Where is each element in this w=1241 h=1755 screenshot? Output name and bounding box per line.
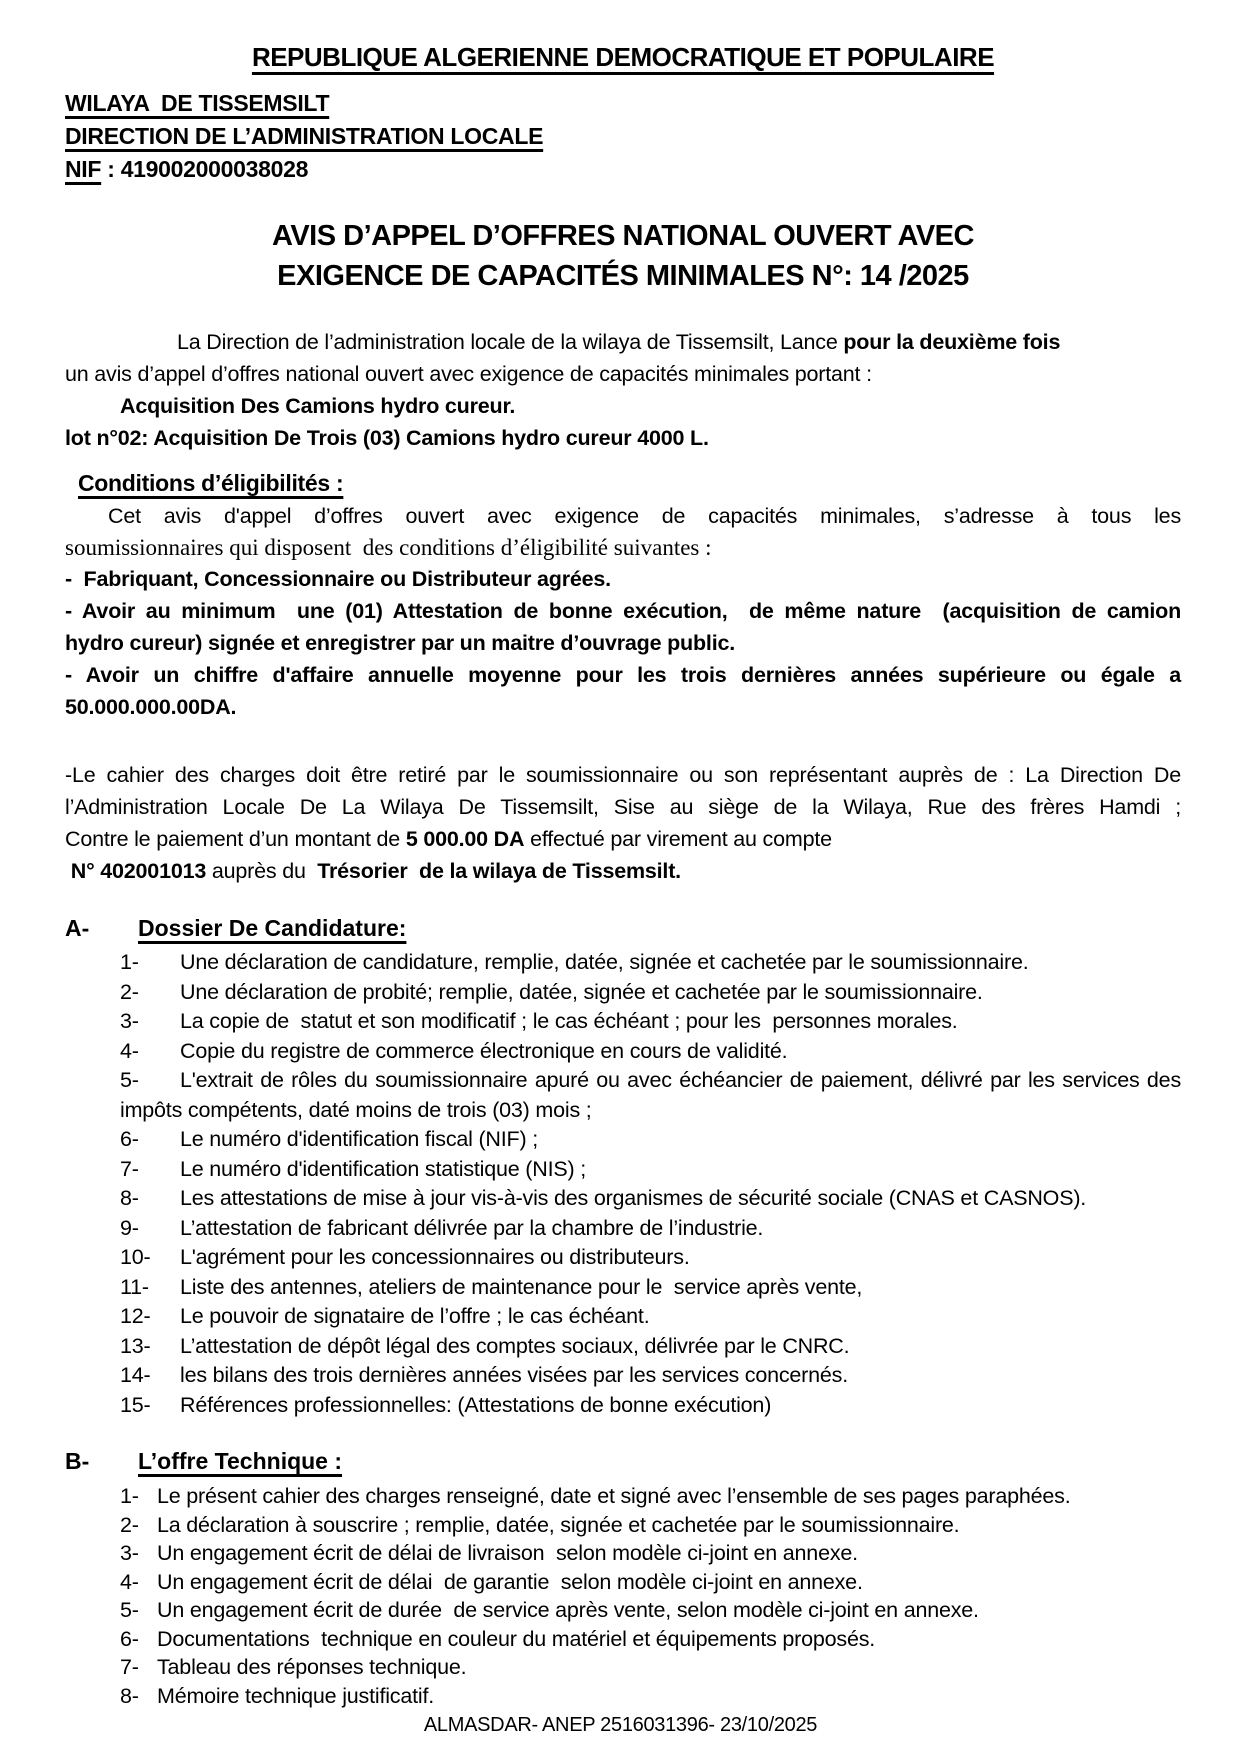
section-a-letter: A- — [65, 915, 90, 941]
nif-line — [65, 153, 1181, 186]
list-item: 7- Le numéro d'identification statistique (NIS) ; — [120, 1156, 586, 1181]
eligibility-bullets — [65, 563, 1181, 723]
list-item: 12- Le pouvoir de signataire de l’offre ; le cas échéant. — [120, 1304, 650, 1328]
section-b-heading — [65, 1444, 1181, 1478]
list-item: 13- L’attestation de dépôt légal des comptes sociaux, délivrée par le CNRC. — [120, 1333, 850, 1358]
list-item: 10- L'agrément pour les concessionnaires ou distributeurs. — [120, 1245, 690, 1269]
account-number: N° 402001013 — [65, 859, 207, 883]
intro-line1: La Direction de l’administration locale de la wilaya de Tissemsilt, Lance pour la deuxième fois — [177, 330, 1061, 354]
payment-amount: 5 000.00 DA — [405, 827, 525, 851]
wilaya-line: WILAYA DE TISSEMSILT — [65, 90, 330, 116]
list-item: 8- Les attestations de mise à jour vis-à-vis des organismes de sécurité sociale (CNAS et CASNOS). — [120, 1186, 1087, 1210]
list-item: 11- Liste des antennes, ateliers de maintenance pour le service après vente, — [120, 1274, 863, 1299]
list-item: 7- Tableau des réponses technique. — [120, 1655, 467, 1679]
eligibility-para-line2: soumissionnaires qui disposent des conditions d’éligibilité suivantes : — [65, 535, 712, 560]
notice-title — [65, 216, 1181, 296]
nif-value: : 419002000038028 — [101, 156, 309, 182]
list-item: 3- Un engagement écrit de délai de livraison selon modèle ci-joint en annexe. — [120, 1541, 858, 1565]
list-item: 15- Références professionnelles: (Attestations de bonne exécution) — [120, 1392, 772, 1417]
retrait-line2: l’Administration Locale De La Wilaya De Tissemsilt, Sise au siège de la Wilaya, Rue des frères Hamdi ; — [65, 795, 1181, 819]
list-item: 3- La copie de statut et son modificatif ; le cas échéant ; pour les personnes morales. — [120, 1009, 958, 1033]
tresorier-text: Trésorier de la wilaya de Tissemsilt. — [317, 859, 681, 883]
direction-line: DIRECTION DE L’ADMINISTRATION LOCALE — [65, 123, 544, 149]
section-b-letter: B- — [65, 1448, 90, 1474]
eligibility-heading: Conditions d’éligibilités : — [78, 470, 344, 496]
retrait-paragraph — [65, 759, 1181, 887]
intro-line2: un avis d’appel d’offres national ouvert avec exigence de capacités minimales portant : — [65, 362, 872, 386]
bullet-attestation-line1: - Avoir au minimum une (01) Attestation de bonne exécution, de même nature (acquisition de camion — [65, 599, 1181, 623]
anep-footer-text: ALMASDAR- ANEP 2516031396- 23/10/2025 — [423, 1714, 818, 1736]
list-item: 9- L’attestation de fabricant délivrée par la chambre de l’industrie. — [120, 1215, 764, 1240]
bullet-fabriquant: - Fabriquant, Concessionnaire ou Distributeur agrées. — [65, 567, 611, 591]
notice-title-line1: AVIS D’APPEL D’OFFRES NATIONAL OUVERT AVEC — [272, 220, 974, 252]
list-item: 1- Le présent cahier des charges renseigné, date et signé avec l’ensemble de ses pages paraphées. — [120, 1484, 1071, 1508]
section-b-list — [65, 1482, 1181, 1710]
list-item: 4- Copie du registre de commerce électronique en cours de validité. — [120, 1038, 788, 1063]
nif-label: NIF — [65, 156, 102, 182]
list-item: 2- Une déclaration de probité; remplie, datée, signée et cachetée par le soumissionnaire. — [120, 979, 983, 1004]
republic-title — [65, 42, 1181, 73]
list-item: 2- La déclaration à souscrire ; remplie, datée, signée et cachetée par le soumissionnaire. — [120, 1512, 960, 1537]
republic-title-text: REPUBLIQUE ALGERIENNE DEMOCRATIQUE ET POPULAIRE — [251, 42, 995, 72]
section-a-title: Dossier De Candidature: — [138, 915, 407, 941]
list-item: 14- les bilans des trois dernières années visées par les services concernés. — [120, 1363, 848, 1387]
eligibility-section — [65, 466, 1181, 723]
section-a-list — [65, 948, 1187, 1420]
list-item: 1- Une déclaration de candidature, remplie, datée, signée et cachetée par le soumissionnaire. — [120, 950, 1029, 974]
section-a-heading — [65, 911, 1181, 945]
list-item: 5- Un engagement écrit de durée de service après vente, selon modèle ci-joint en annexe. — [120, 1598, 979, 1622]
section-b-title: L’offre Technique : — [138, 1448, 343, 1474]
list-item: 8- Mémoire technique justificatif. — [120, 1683, 435, 1708]
retrait-line4: N° 402001013 auprès du Trésorier de la wilaya de Tissemsilt. — [65, 859, 681, 883]
anep-footer — [0, 1714, 1241, 1737]
object-line1: Acquisition Des Camions hydro cureur. — [120, 394, 516, 418]
list-item: 6- Documentations technique en couleur du matériel et équipements proposés. — [120, 1626, 876, 1651]
bullet-attestation-line2: hydro cureur) signée et enregistrer par un maitre d’ouvrage public. — [65, 631, 735, 655]
list-item: 4- Un engagement écrit de délai de garantie selon modèle ci-joint en annexe. — [120, 1569, 863, 1594]
bullet-chiffre-line1: - Avoir un chiffre d'affaire annuelle moyenne pour les trois dernières années supérieure ou égale a — [65, 663, 1181, 687]
list-item: 6- Le numéro d'identification fiscal (NIF) ; — [120, 1127, 538, 1151]
retrait-line1: -Le cahier des charges doit être retiré par le soumissionnaire ou son représentant auprès de : La Direction De — [65, 763, 1181, 787]
object-line2: lot n°02: Acquisition De Trois (03) Camions hydro cureur 4000 L. — [65, 426, 709, 450]
notice-title-line2: EXIGENCE DE CAPACITÉS MINIMALES N°: 14 /2025 — [277, 260, 969, 292]
bullet-chiffre-line2: 50.000.000.00DA. — [65, 695, 237, 719]
eligibility-para-line1: Cet avis d'appel d’offres ouvert avec exigence de capacités minimales, s’adresse à tous les — [108, 504, 1181, 528]
retrait-line3: Contre le paiement d’un montant de 5 000.00 DA effectué par virement au compte — [65, 827, 832, 851]
intro-paragraph — [65, 326, 1181, 454]
list-item: 5- L'extrait de rôles du soumissionnaire apuré ou avec échéancier de paiement, délivré par les services des impôts compétents, daté moins de trois (03) mois ; — [120, 1068, 1187, 1122]
